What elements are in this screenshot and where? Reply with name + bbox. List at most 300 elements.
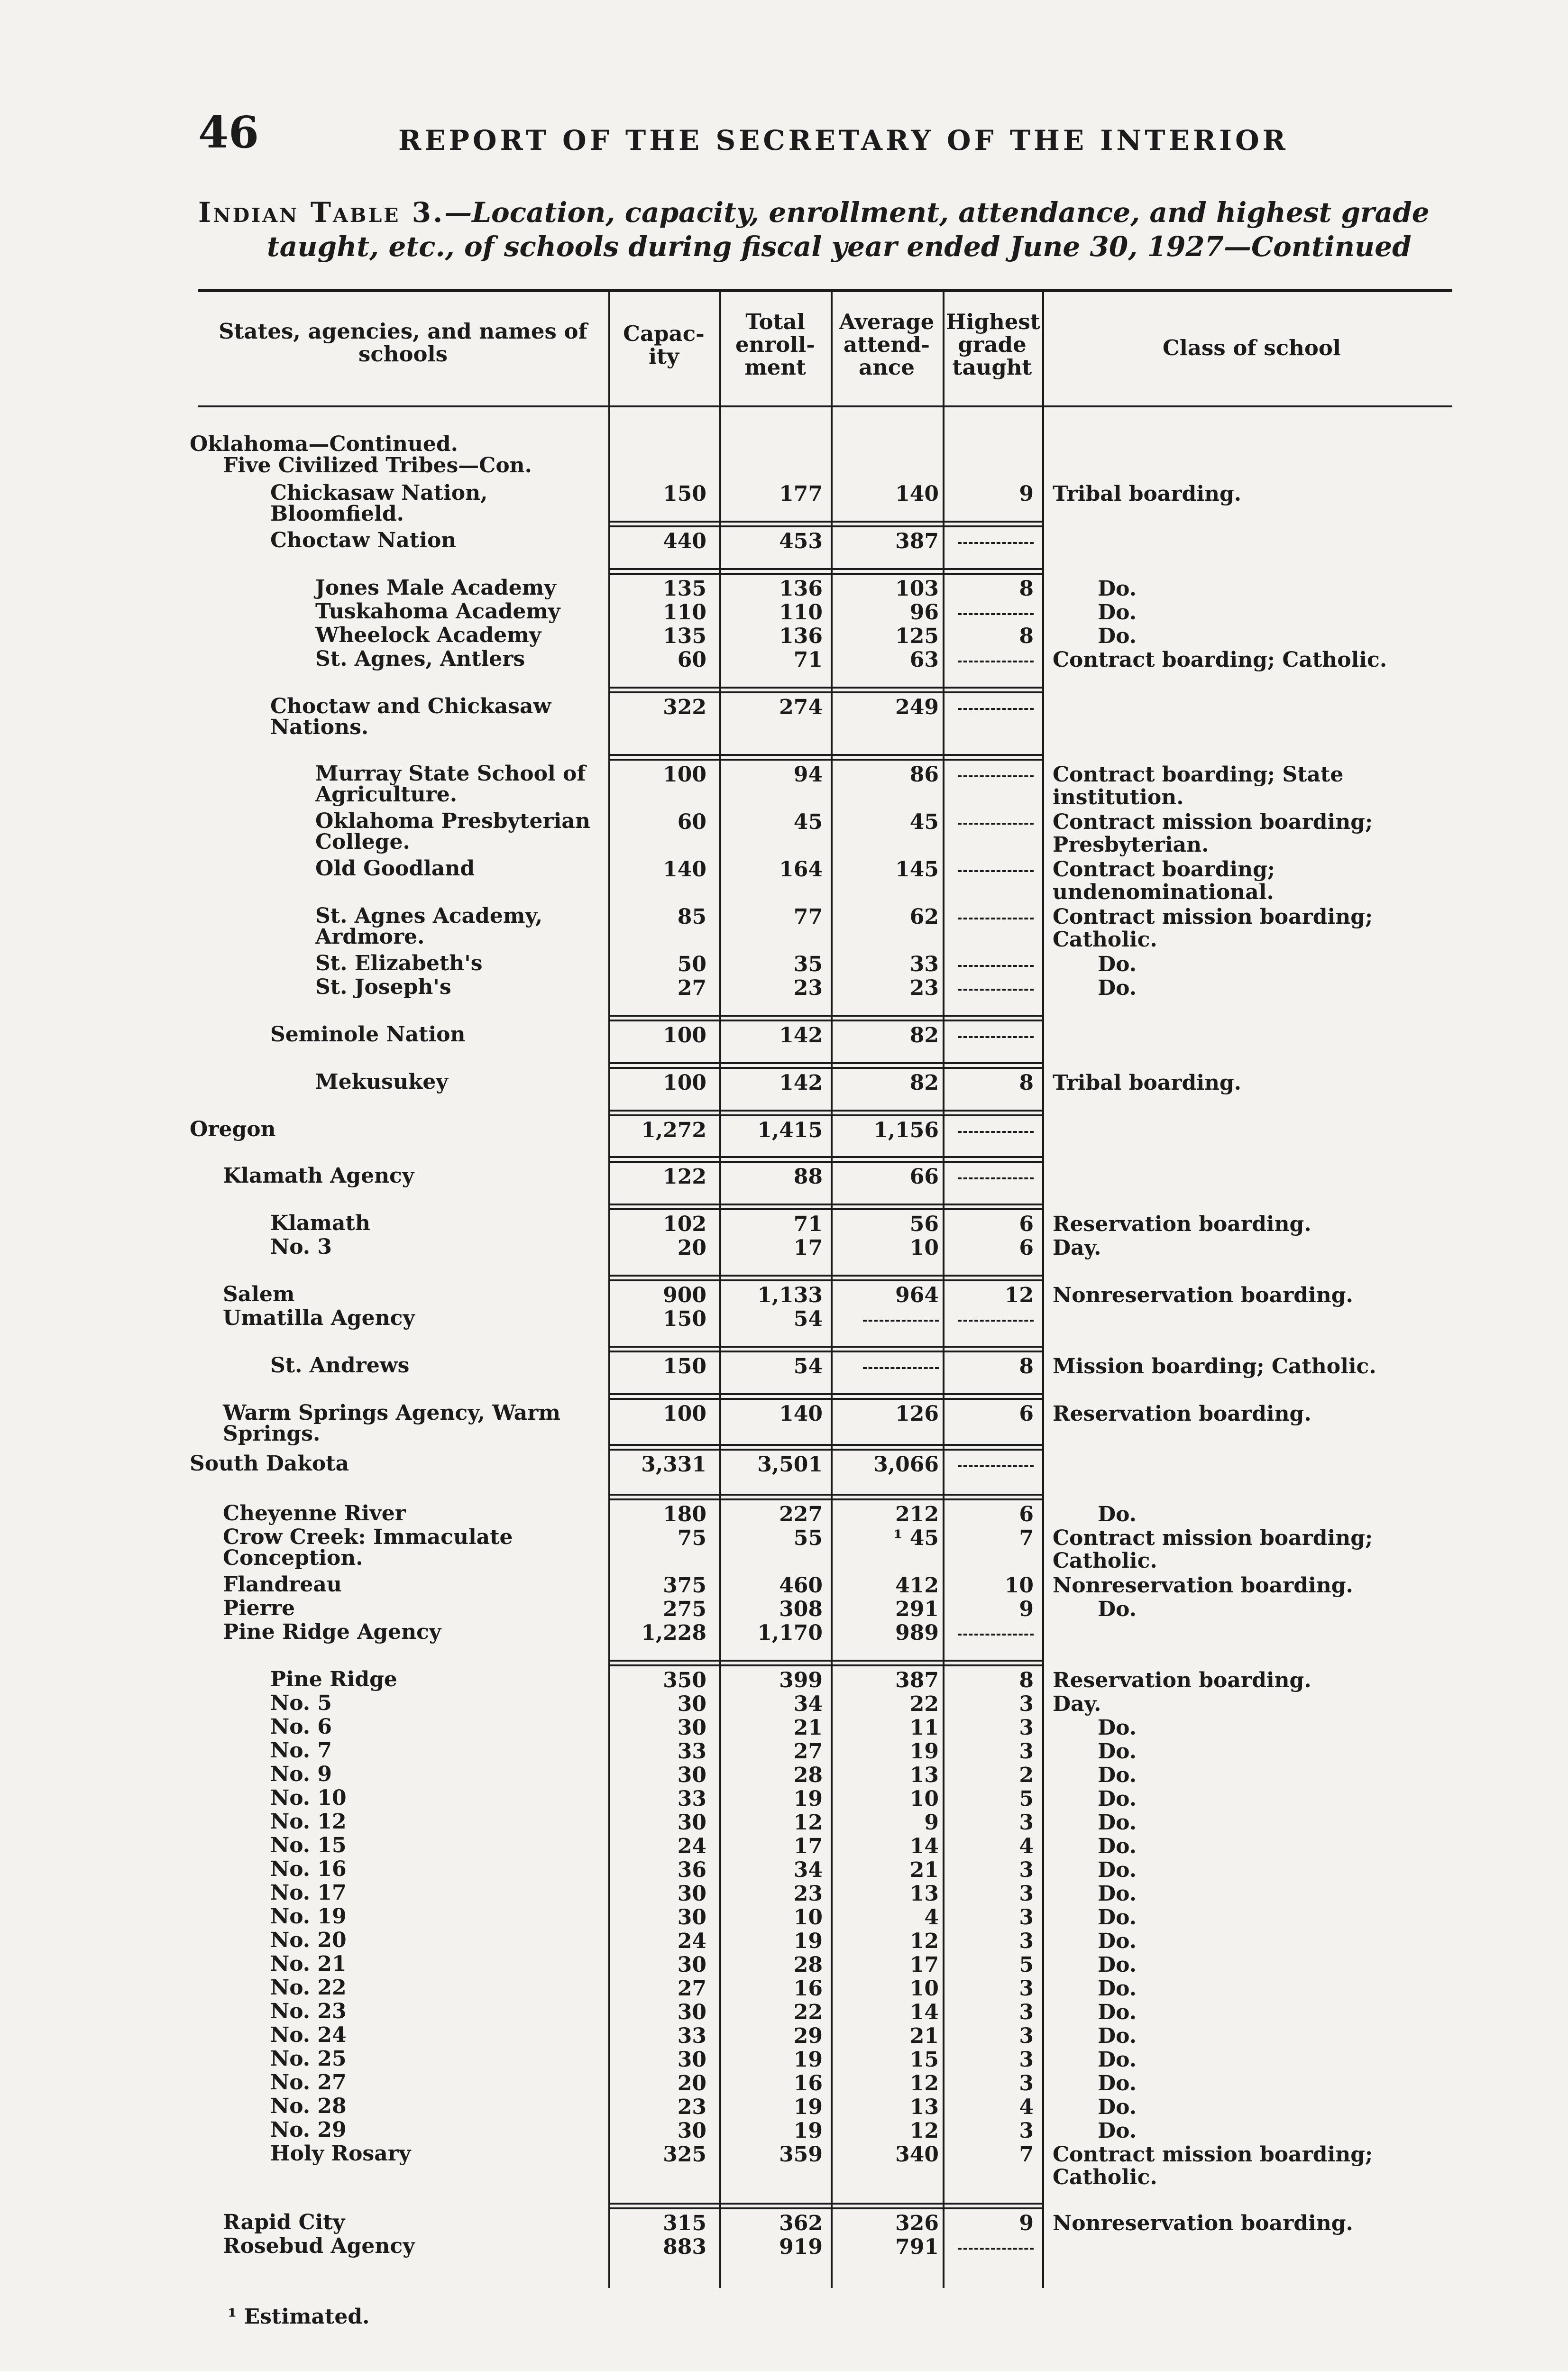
class-of-school: Do. (1098, 1810, 1137, 1835)
capacity-value: 33 (677, 1739, 706, 1764)
attendance-value: 11 (909, 1716, 939, 1740)
school-name: St. Agnes, Antlers (315, 647, 525, 671)
grade-value (946, 530, 1034, 553)
attendance-value: 14 (909, 2000, 939, 2024)
enrollment-value: 453 (779, 529, 823, 553)
class-of-school: Do. (1098, 600, 1137, 625)
attendance-value: 387 (895, 529, 939, 553)
grade-value: 3 (1019, 2071, 1034, 2095)
class-of-school: Mission boarding; Catholic. (1053, 1354, 1376, 1378)
enrollment-value: 399 (779, 1668, 823, 1692)
enrollment-value: 19 (793, 2095, 823, 2119)
attendance-value: 15 (909, 2048, 939, 2072)
class-of-school: Do. (1098, 624, 1137, 648)
attendance-value: 140 (895, 482, 939, 506)
grade-value: 3 (1019, 1882, 1034, 1906)
table-row (0, 1906, 1568, 1931)
grade-value: 3 (1019, 1692, 1034, 1716)
enrollment-value: 16 (793, 1976, 823, 2001)
grade-value: 8 (1019, 1071, 1034, 1095)
capacity-value: 100 (663, 1071, 706, 1095)
enrollment-value: 177 (779, 482, 823, 506)
grade-value: 3 (1019, 1929, 1034, 1953)
capacity-value: 150 (663, 482, 706, 506)
attendance-value: 212 (895, 1502, 939, 1526)
table-row (0, 694, 1568, 739)
attendance-value: 13 (909, 1882, 939, 1906)
class-of-school: Contract mission boarding; Catholic. (1053, 2142, 1373, 2189)
attendance-value: 412 (895, 1573, 939, 1598)
table-row (0, 455, 1568, 480)
attendance-value: 12 (909, 2119, 939, 2143)
grade-value (946, 763, 1034, 786)
grade-value: 7 (1019, 2142, 1034, 2167)
attendance-value: 12 (909, 2071, 939, 2095)
attendance-value: 4 (924, 1905, 939, 1930)
enrollment-value: 19 (793, 2119, 823, 2143)
grade-value: 5 (1019, 1953, 1034, 1977)
subtotal-rule (609, 1114, 1042, 1116)
enrollment-value: 19 (793, 2048, 823, 2072)
table-row (0, 1598, 1568, 1623)
attendance-value: 126 (895, 1402, 939, 1426)
subtotal-rule (609, 1156, 1042, 1158)
school-name: Oregon (190, 1117, 276, 1141)
caption-line-2: taught, etc., of schools during fiscal year ended June 30, 1927—Continued (267, 230, 1412, 263)
grade-value: 3 (1019, 1716, 1034, 1740)
enrollment-value: 19 (793, 1929, 823, 1953)
grade-value (946, 2236, 1034, 2259)
grade-value: 7 (1019, 1526, 1034, 1550)
table-row (0, 1835, 1568, 1860)
school-name: Cheyenne River (223, 1501, 406, 1526)
table-row (0, 1622, 1568, 1646)
capacity-value: 100 (663, 1023, 706, 1048)
attendance-value: 12 (909, 1929, 939, 1953)
class-of-school: Reservation boarding. (1053, 1402, 1311, 1426)
class-of-school: Tribal boarding. (1053, 482, 1242, 506)
capacity-value: 440 (663, 529, 706, 553)
enrollment-value: 21 (793, 1716, 823, 1740)
subtotal-rule (609, 1204, 1042, 1205)
school-name: Five Civilized Tribes—Con. (223, 453, 532, 478)
enrollment-value: 142 (779, 1023, 823, 1048)
enrollment-value: 19 (793, 1787, 823, 1811)
leader-dashes (958, 1319, 1034, 1322)
enrollment-value: 110 (779, 600, 823, 625)
school-name: No. 19 (270, 1904, 347, 1929)
capacity-value: 1,272 (641, 1118, 706, 1142)
attendance-value: ¹ 45 (893, 1526, 939, 1550)
subtotal-rule (609, 687, 1042, 689)
class-of-school: Contract boarding; State institution. (1053, 763, 1344, 809)
grade-value: 3 (1019, 1976, 1034, 2001)
grade-value (946, 649, 1034, 671)
attendance-value: 989 (895, 1621, 939, 1645)
attendance-value: 13 (909, 1763, 939, 1787)
enrollment-value: 34 (793, 1858, 823, 1882)
school-name: Flandreau (223, 1572, 342, 1597)
enrollment-value: 1,170 (757, 1621, 823, 1645)
school-name: No. 29 (270, 2118, 347, 2142)
capacity-value: 3,331 (641, 1452, 706, 1477)
class-of-school: Contract mission boarding; Presbyterian. (1053, 810, 1373, 857)
col-header-grade: Highest grade taught (946, 309, 1040, 380)
school-name: Rosebud Agency (223, 2234, 415, 2258)
school-name: Seminole Nation (270, 1022, 466, 1047)
grade-value: 3 (1019, 1810, 1034, 1835)
enrollment-value: 3,501 (757, 1452, 823, 1477)
table-row (0, 2120, 1568, 2144)
enrollment-value: 142 (779, 1071, 823, 1095)
table-row (0, 530, 1568, 555)
capacity-value: 180 (663, 1502, 706, 1526)
enrollment-value: 22 (793, 2000, 823, 2024)
school-name: Tuskahoma Academy (315, 599, 560, 624)
table-row (0, 2096, 1568, 2121)
subtotal-rule (609, 1110, 1042, 1112)
class-of-school: Do. (1098, 2048, 1137, 2072)
capacity-value: 23 (677, 2095, 706, 2119)
page-number: 46 (198, 107, 259, 158)
capacity-value: 135 (663, 624, 706, 648)
subtotal-rule (609, 759, 1042, 761)
school-name: St. Agnes Academy, Ardmore. (315, 904, 543, 949)
capacity-value: 275 (663, 1597, 706, 1621)
class-of-school: Do. (1098, 1834, 1137, 1858)
grade-value (946, 906, 1034, 928)
capacity-value: 135 (663, 577, 706, 601)
capacity-value: 30 (677, 1716, 706, 1740)
attendance-value: 82 (909, 1023, 939, 1048)
grade-value: 3 (1019, 2024, 1034, 2048)
enrollment-value: 12 (793, 1810, 823, 1835)
grade-value: 3 (1019, 2119, 1034, 2143)
leader-dashes (863, 1367, 939, 1369)
school-name: Old Goodland (315, 856, 475, 881)
capacity-value: 33 (677, 2024, 706, 2048)
subtotal-rule (609, 1279, 1042, 1281)
header-bottom-rule (198, 405, 1452, 407)
capacity-value: 102 (663, 1212, 706, 1236)
enrollment-value: 77 (793, 905, 823, 929)
enrollment-value: 460 (779, 1573, 823, 1598)
attendance-value: 791 (895, 2235, 939, 2259)
grade-value (946, 811, 1034, 834)
capacity-value: 30 (677, 1810, 706, 1835)
table-row (0, 1717, 1568, 1741)
leader-dashes (958, 822, 1034, 825)
attendance-value: 23 (909, 976, 939, 1000)
attendance-value: 21 (909, 1858, 939, 1882)
grade-value: 2 (1019, 1763, 1034, 1787)
attendance-value: 1,156 (873, 1118, 939, 1142)
enrollment-value: 54 (793, 1354, 823, 1378)
table-row (0, 601, 1568, 626)
class-of-school: Do. (1098, 1953, 1137, 1977)
leader-dashes (958, 1177, 1034, 1179)
class-of-school: Nonreservation boarding. (1053, 2211, 1353, 2235)
school-name: South Dakota (190, 1452, 349, 1476)
capacity-value: 122 (663, 1165, 706, 1189)
table-top-rule (198, 289, 1452, 292)
table-row (0, 1401, 1568, 1446)
table-row (0, 904, 1568, 952)
leader-dashes (958, 660, 1034, 662)
leader-dashes (863, 1319, 939, 1322)
leader-dashes (958, 1633, 1034, 1636)
subtotal-rule (609, 2207, 1042, 2209)
grade-value (946, 1119, 1034, 1142)
grade-value: 9 (1019, 482, 1034, 506)
table-row (0, 1669, 1568, 1694)
capacity-value: 60 (677, 810, 706, 834)
table-row (0, 1811, 1568, 1836)
capacity-value: 60 (677, 648, 706, 672)
grade-value: 12 (1004, 1283, 1034, 1307)
attendance-value: 86 (909, 763, 939, 787)
capacity-value: 350 (663, 1668, 706, 1692)
class-of-school: Do. (1098, 1502, 1137, 1526)
school-name: No. 23 (270, 1999, 347, 2023)
leader-dashes (958, 613, 1034, 615)
school-name: No. 3 (270, 1235, 332, 1259)
school-name: No. 7 (270, 1738, 332, 1763)
enrollment-value: 16 (793, 2071, 823, 2095)
school-name: Pine Ridge (270, 1667, 397, 1691)
attendance-value: 63 (909, 648, 939, 672)
school-name: Choctaw and Chickasaw Nations. (270, 694, 551, 739)
class-of-school: Contract boarding; undenominational. (1053, 857, 1275, 904)
class-of-school: Do. (1098, 976, 1137, 1000)
subtotal-rule (609, 1346, 1042, 1348)
attendance-value (837, 1308, 939, 1331)
grade-value (946, 858, 1034, 881)
caption-line-1: —Location, capacity, enrollment, attendance, and highest grade (444, 196, 1430, 229)
class-of-school: Do. (1098, 1882, 1137, 1906)
enrollment-value: 29 (793, 2024, 823, 2048)
capacity-value: 100 (663, 1402, 706, 1426)
attendance-value: 33 (909, 952, 939, 976)
leader-dashes (958, 1130, 1034, 1133)
school-name: Choctaw Nation (270, 528, 457, 552)
leader-dashes (958, 542, 1034, 544)
school-name: Holy Rosary (270, 2141, 411, 2166)
enrollment-value: 919 (779, 2235, 823, 2259)
grade-value: 8 (1019, 1668, 1034, 1692)
capacity-value: 900 (663, 1283, 706, 1307)
leader-dashes (958, 775, 1034, 777)
table-row (0, 953, 1568, 978)
grade-value (946, 1453, 1034, 1476)
school-name: Pierre (223, 1596, 295, 1620)
grade-value (946, 977, 1034, 1000)
grade-value: 8 (1019, 1354, 1034, 1378)
enrollment-value: 1,415 (757, 1118, 823, 1142)
capacity-value: 30 (677, 1692, 706, 1716)
grade-value: 4 (1019, 1834, 1034, 1858)
table-label: Indian Table 3. (198, 196, 445, 229)
table-row (0, 2072, 1568, 2097)
grade-value: 3 (1019, 1858, 1034, 1882)
enrollment-value: 71 (793, 1212, 823, 1236)
table-row (0, 1764, 1568, 1789)
attendance-value: 387 (895, 1668, 939, 1692)
class-of-school: Day. (1053, 1692, 1101, 1716)
table-row (0, 625, 1568, 650)
school-name: No. 15 (270, 1833, 347, 1857)
school-name: Chickasaw Nation, Bloomfield. (270, 481, 488, 526)
school-name: Klamath Agency (223, 1164, 414, 1188)
enrollment-value: 71 (793, 648, 823, 672)
subtotal-rule (609, 691, 1042, 693)
attendance-value: 13 (909, 2095, 939, 2119)
grade-value: 3 (1019, 1905, 1034, 1930)
enrollment-value: 136 (779, 577, 823, 601)
attendance-value: 82 (909, 1071, 939, 1095)
attendance-value: 9 (924, 1810, 939, 1835)
grade-value (946, 601, 1034, 624)
capacity-value: 24 (677, 1929, 706, 1953)
leader-dashes (958, 1036, 1034, 1038)
capacity-value: 20 (677, 2071, 706, 2095)
table-row (0, 649, 1568, 673)
enrollment-value: 28 (793, 1763, 823, 1787)
school-name: Oklahoma Presbyterian College. (315, 809, 590, 854)
attendance-value: 249 (895, 695, 939, 719)
enrollment-value: 140 (779, 1402, 823, 1426)
attendance-value: 326 (895, 2211, 939, 2235)
school-name: St. Andrews (270, 1353, 410, 1378)
class-of-school: Do. (1098, 952, 1137, 976)
class-of-school: Nonreservation boarding. (1053, 1283, 1353, 1307)
school-name: Pine Ridge Agency (223, 1620, 441, 1644)
table-row (0, 1525, 1568, 1573)
grade-value: 3 (1019, 1739, 1034, 1764)
attendance-value: 3,066 (873, 1452, 939, 1477)
class-of-school: Do. (1098, 1716, 1137, 1740)
leader-dashes (958, 917, 1034, 919)
school-name: Mekusukey (315, 1070, 448, 1094)
enrollment-value: 55 (793, 1526, 823, 1550)
school-name: No. 28 (270, 2094, 347, 2118)
class-of-school: Do. (1098, 1905, 1137, 1930)
subtotal-rule (609, 2203, 1042, 2205)
capacity-value: 322 (663, 695, 706, 719)
table-row (0, 1930, 1568, 1955)
school-name: Wheelock Academy (315, 623, 541, 647)
grade-value: 6 (1019, 1212, 1034, 1236)
grade-value: 3 (1019, 2048, 1034, 2072)
subtotal-rule (609, 1660, 1042, 1662)
capacity-value: 30 (677, 1953, 706, 1977)
attendance-value: 62 (909, 905, 939, 929)
grade-value (946, 1622, 1034, 1645)
class-of-school: Do. (1098, 1763, 1137, 1787)
school-name: No. 25 (270, 2047, 347, 2071)
subtotal-rule (609, 1208, 1042, 1210)
table-row (0, 1237, 1568, 1261)
running-head: REPORT OF THE SECRETARY OF THE INTERIOR (398, 124, 1289, 156)
subtotal-rule (609, 1067, 1042, 1069)
subtotal-rule (609, 1494, 1042, 1496)
subtotal-rule (609, 1398, 1042, 1400)
capacity-value: 24 (677, 1834, 706, 1858)
attendance-value: 964 (895, 1283, 939, 1307)
table-row (0, 1574, 1568, 1599)
attendance-value: 56 (909, 1212, 939, 1236)
school-name: No. 16 (270, 1857, 347, 1881)
table-row (0, 578, 1568, 602)
school-name: No. 20 (270, 1928, 347, 1952)
class-of-school: Do. (1098, 2024, 1137, 2048)
enrollment-value: 88 (793, 1165, 823, 1189)
class-of-school: Do. (1098, 1787, 1137, 1811)
table-row (0, 1859, 1568, 1884)
col-header-attendance: Average attend-ance (839, 309, 935, 380)
attendance-value: 66 (909, 1165, 939, 1189)
class-of-school: Reservation boarding. (1053, 1668, 1311, 1692)
capacity-value: 36 (677, 1858, 706, 1882)
enrollment-value: 17 (793, 1834, 823, 1858)
class-of-school: Do. (1098, 2095, 1137, 2119)
subtotal-rule (609, 521, 1042, 523)
subtotal-rule (609, 754, 1042, 756)
col-header-capacity: Capac-ity (623, 321, 705, 369)
attendance-value: 17 (909, 1953, 939, 1977)
school-name: St. Joseph's (315, 975, 451, 999)
subtotal-rule (609, 1020, 1042, 1021)
school-name: Umatilla Agency (223, 1306, 415, 1330)
table-row (0, 977, 1568, 1002)
school-name: No. 6 (270, 1715, 332, 1739)
subtotal-rule (609, 573, 1042, 575)
class-of-school: Tribal boarding. (1053, 1071, 1242, 1095)
table-row (0, 2049, 1568, 2073)
capacity-value: 883 (663, 2235, 706, 2259)
table-row (0, 1503, 1568, 1528)
subtotal-rule (609, 1062, 1042, 1064)
table-caption (198, 195, 1450, 264)
school-name: No. 12 (270, 1810, 347, 1834)
grade-value (946, 1166, 1034, 1188)
leader-dashes (958, 1465, 1034, 1467)
enrollment-value: 362 (779, 2211, 823, 2235)
school-name: Salem (223, 1282, 295, 1306)
table-row (0, 1072, 1568, 1096)
table-row (0, 762, 1568, 809)
school-name: St. Elizabeth's (315, 951, 483, 975)
table-row (0, 1213, 1568, 1238)
capacity-value: 33 (677, 1787, 706, 1811)
enrollment-value: 45 (793, 810, 823, 834)
class-of-school: Do. (1098, 1929, 1137, 1953)
grade-value: 6 (1019, 1402, 1034, 1426)
school-name: Crow Creek: Immaculate Conception. (223, 1525, 513, 1570)
enrollment-value: 164 (779, 857, 823, 882)
class-of-school: Do. (1098, 1597, 1137, 1621)
class-of-school: Do. (1098, 1858, 1137, 1882)
table-row (0, 1954, 1568, 1978)
school-name: No. 22 (270, 1976, 347, 2000)
grade-value: 6 (1019, 1502, 1034, 1526)
leader-dashes (958, 965, 1034, 967)
table-row (0, 481, 1568, 526)
class-of-school: Contract mission boarding; Catholic. (1053, 1526, 1373, 1573)
class-of-school: Contract boarding; Catholic. (1053, 648, 1387, 672)
enrollment-value: 136 (779, 624, 823, 648)
attendance-value: 125 (895, 624, 939, 648)
